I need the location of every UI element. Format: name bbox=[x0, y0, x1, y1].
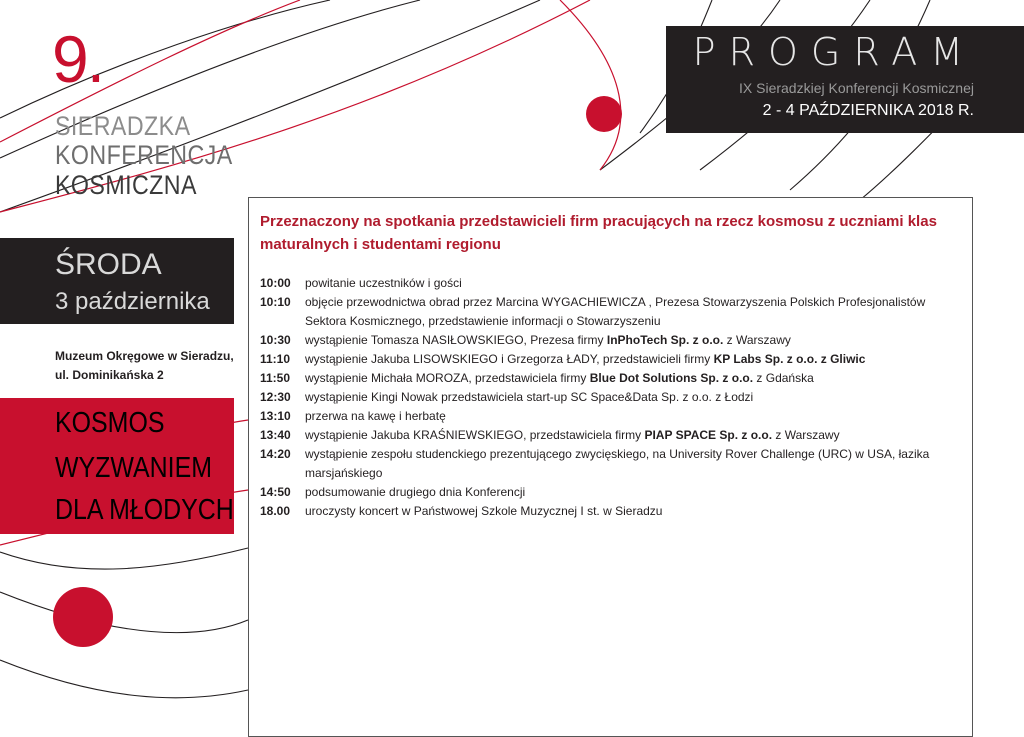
schedule-desc: uroczysty koncert w Państwowej Szkole Muzycznej I st. w Sieradzu bbox=[305, 504, 663, 518]
theme-line-2: WYZWANIEM bbox=[55, 452, 213, 484]
day-name: ŚRODA bbox=[55, 248, 162, 281]
company-name: InPhoTech Sp. z o.o. bbox=[606, 333, 724, 347]
schedule-time: 11:10 bbox=[260, 352, 291, 366]
program-header bbox=[666, 26, 1024, 133]
schedule-row bbox=[260, 502, 960, 521]
company-name: PIAP SPACE Sp. z o.o. bbox=[644, 428, 773, 442]
schedule-time: 13:40 bbox=[260, 428, 291, 442]
red-planet-bottom bbox=[53, 587, 113, 647]
schedule-row bbox=[260, 350, 960, 369]
company-name: Blue Dot Solutions Sp. z o.o. bbox=[589, 371, 754, 385]
schedule-desc: wystąpienie zespołu studenckiego prezentującego zwycięskiego, na University Rover Challenge (URC) w USA, łazika marsjańskiego bbox=[305, 447, 930, 480]
logo-line-1: SIERADZKA bbox=[55, 111, 191, 141]
schedule-time: 13:10 bbox=[260, 409, 291, 423]
schedule-row bbox=[260, 407, 960, 426]
schedule-desc: przerwa na kawę i herbatę bbox=[305, 409, 446, 423]
schedule-row bbox=[260, 293, 960, 331]
schedule-time: 10:30 bbox=[260, 333, 291, 347]
schedule-time: 12:30 bbox=[260, 390, 291, 404]
schedule-headline: Przeznaczony na spotkania przedstawicieli firm pracujących na rzecz kosmosu z uczniami klas maturalnych i studentami regionu bbox=[260, 213, 937, 253]
theme-line-3: DLA MŁODYCH bbox=[55, 494, 234, 526]
schedule-desc: podsumowanie drugiego dnia Konferencji bbox=[305, 485, 526, 499]
schedule-time: 14:20 bbox=[260, 447, 291, 461]
schedule-time: 10:10 bbox=[260, 295, 291, 309]
venue-line-2: ul. Dominikańska 2 bbox=[55, 368, 164, 382]
day-banner bbox=[0, 238, 234, 324]
theme-line-1: KOSMOS bbox=[55, 407, 165, 439]
schedule-panel bbox=[248, 197, 973, 737]
logo-line-2: KONFERENCJA bbox=[55, 140, 233, 170]
schedule-row bbox=[260, 331, 960, 350]
schedule-desc: objęcie przewodnictwa obrad przez Marcina WYGACHIEWICZA , Prezesa Stowarzyszenia Polskich Profesjonalistów Sektora Kosmicznego, przedstawienie informacji o Stowarzyszeniu bbox=[305, 295, 926, 328]
program-subtitle: IX Sieradzkiej Konferencji Kosmicznej bbox=[739, 80, 974, 96]
schedule-list bbox=[260, 274, 960, 521]
schedule-desc: wystąpienie Michała MOROZA, przedstawiciela firmy Blue Dot Solutions Sp. z o.o. z Gdańska bbox=[305, 371, 814, 385]
schedule-time: 10:00 bbox=[260, 276, 291, 290]
program-dates: 2 - 4 PAŹDZIERNIKA 2018 R. bbox=[762, 102, 974, 119]
schedule-row bbox=[260, 274, 960, 293]
schedule-desc: powitanie uczestników i gości bbox=[305, 276, 462, 290]
schedule-desc: wystąpienie Tomasza NASIŁOWSKIEGO, Prezesa firmy InPhoTech Sp. z o.o. z Warszawy bbox=[305, 333, 791, 347]
schedule-desc: wystąpienie Jakuba LISOWSKIEGO i Grzegorza ŁADY, przedstawicieli firmy KP Labs Sp. z o.o. z Gliwic bbox=[305, 352, 866, 366]
program-title: PROGRAM bbox=[692, 30, 976, 74]
schedule-desc: wystąpienie Jakuba KRAŚNIEWSKIEGO, przedstawiciela firmy PIAP SPACE Sp. z o.o. z Warszawy bbox=[305, 428, 840, 442]
schedule-desc: wystąpienie Kingi Nowak przedstawiciela start-up SC Space&Data Sp. z o.o. z Łodzi bbox=[305, 390, 754, 404]
schedule-time: 14:50 bbox=[260, 485, 291, 499]
venue-address bbox=[55, 347, 235, 385]
company-name: KP Labs Sp. z o.o. z Gliwic bbox=[713, 352, 866, 366]
venue-line-1: Muzeum Okręgowe w Sieradzu, bbox=[55, 349, 234, 363]
schedule-row bbox=[260, 388, 960, 407]
edition-number: 9. bbox=[52, 22, 104, 96]
schedule-row bbox=[260, 426, 960, 445]
schedule-row bbox=[260, 483, 960, 502]
logo-line-3: KOSMICZNA bbox=[55, 170, 197, 200]
schedule-time: 18.00 bbox=[260, 504, 291, 518]
red-planet-top bbox=[586, 96, 622, 132]
schedule-row bbox=[260, 445, 960, 483]
schedule-time: 11:50 bbox=[260, 371, 291, 385]
schedule-row bbox=[260, 369, 960, 388]
day-date: 3 października bbox=[55, 288, 210, 315]
